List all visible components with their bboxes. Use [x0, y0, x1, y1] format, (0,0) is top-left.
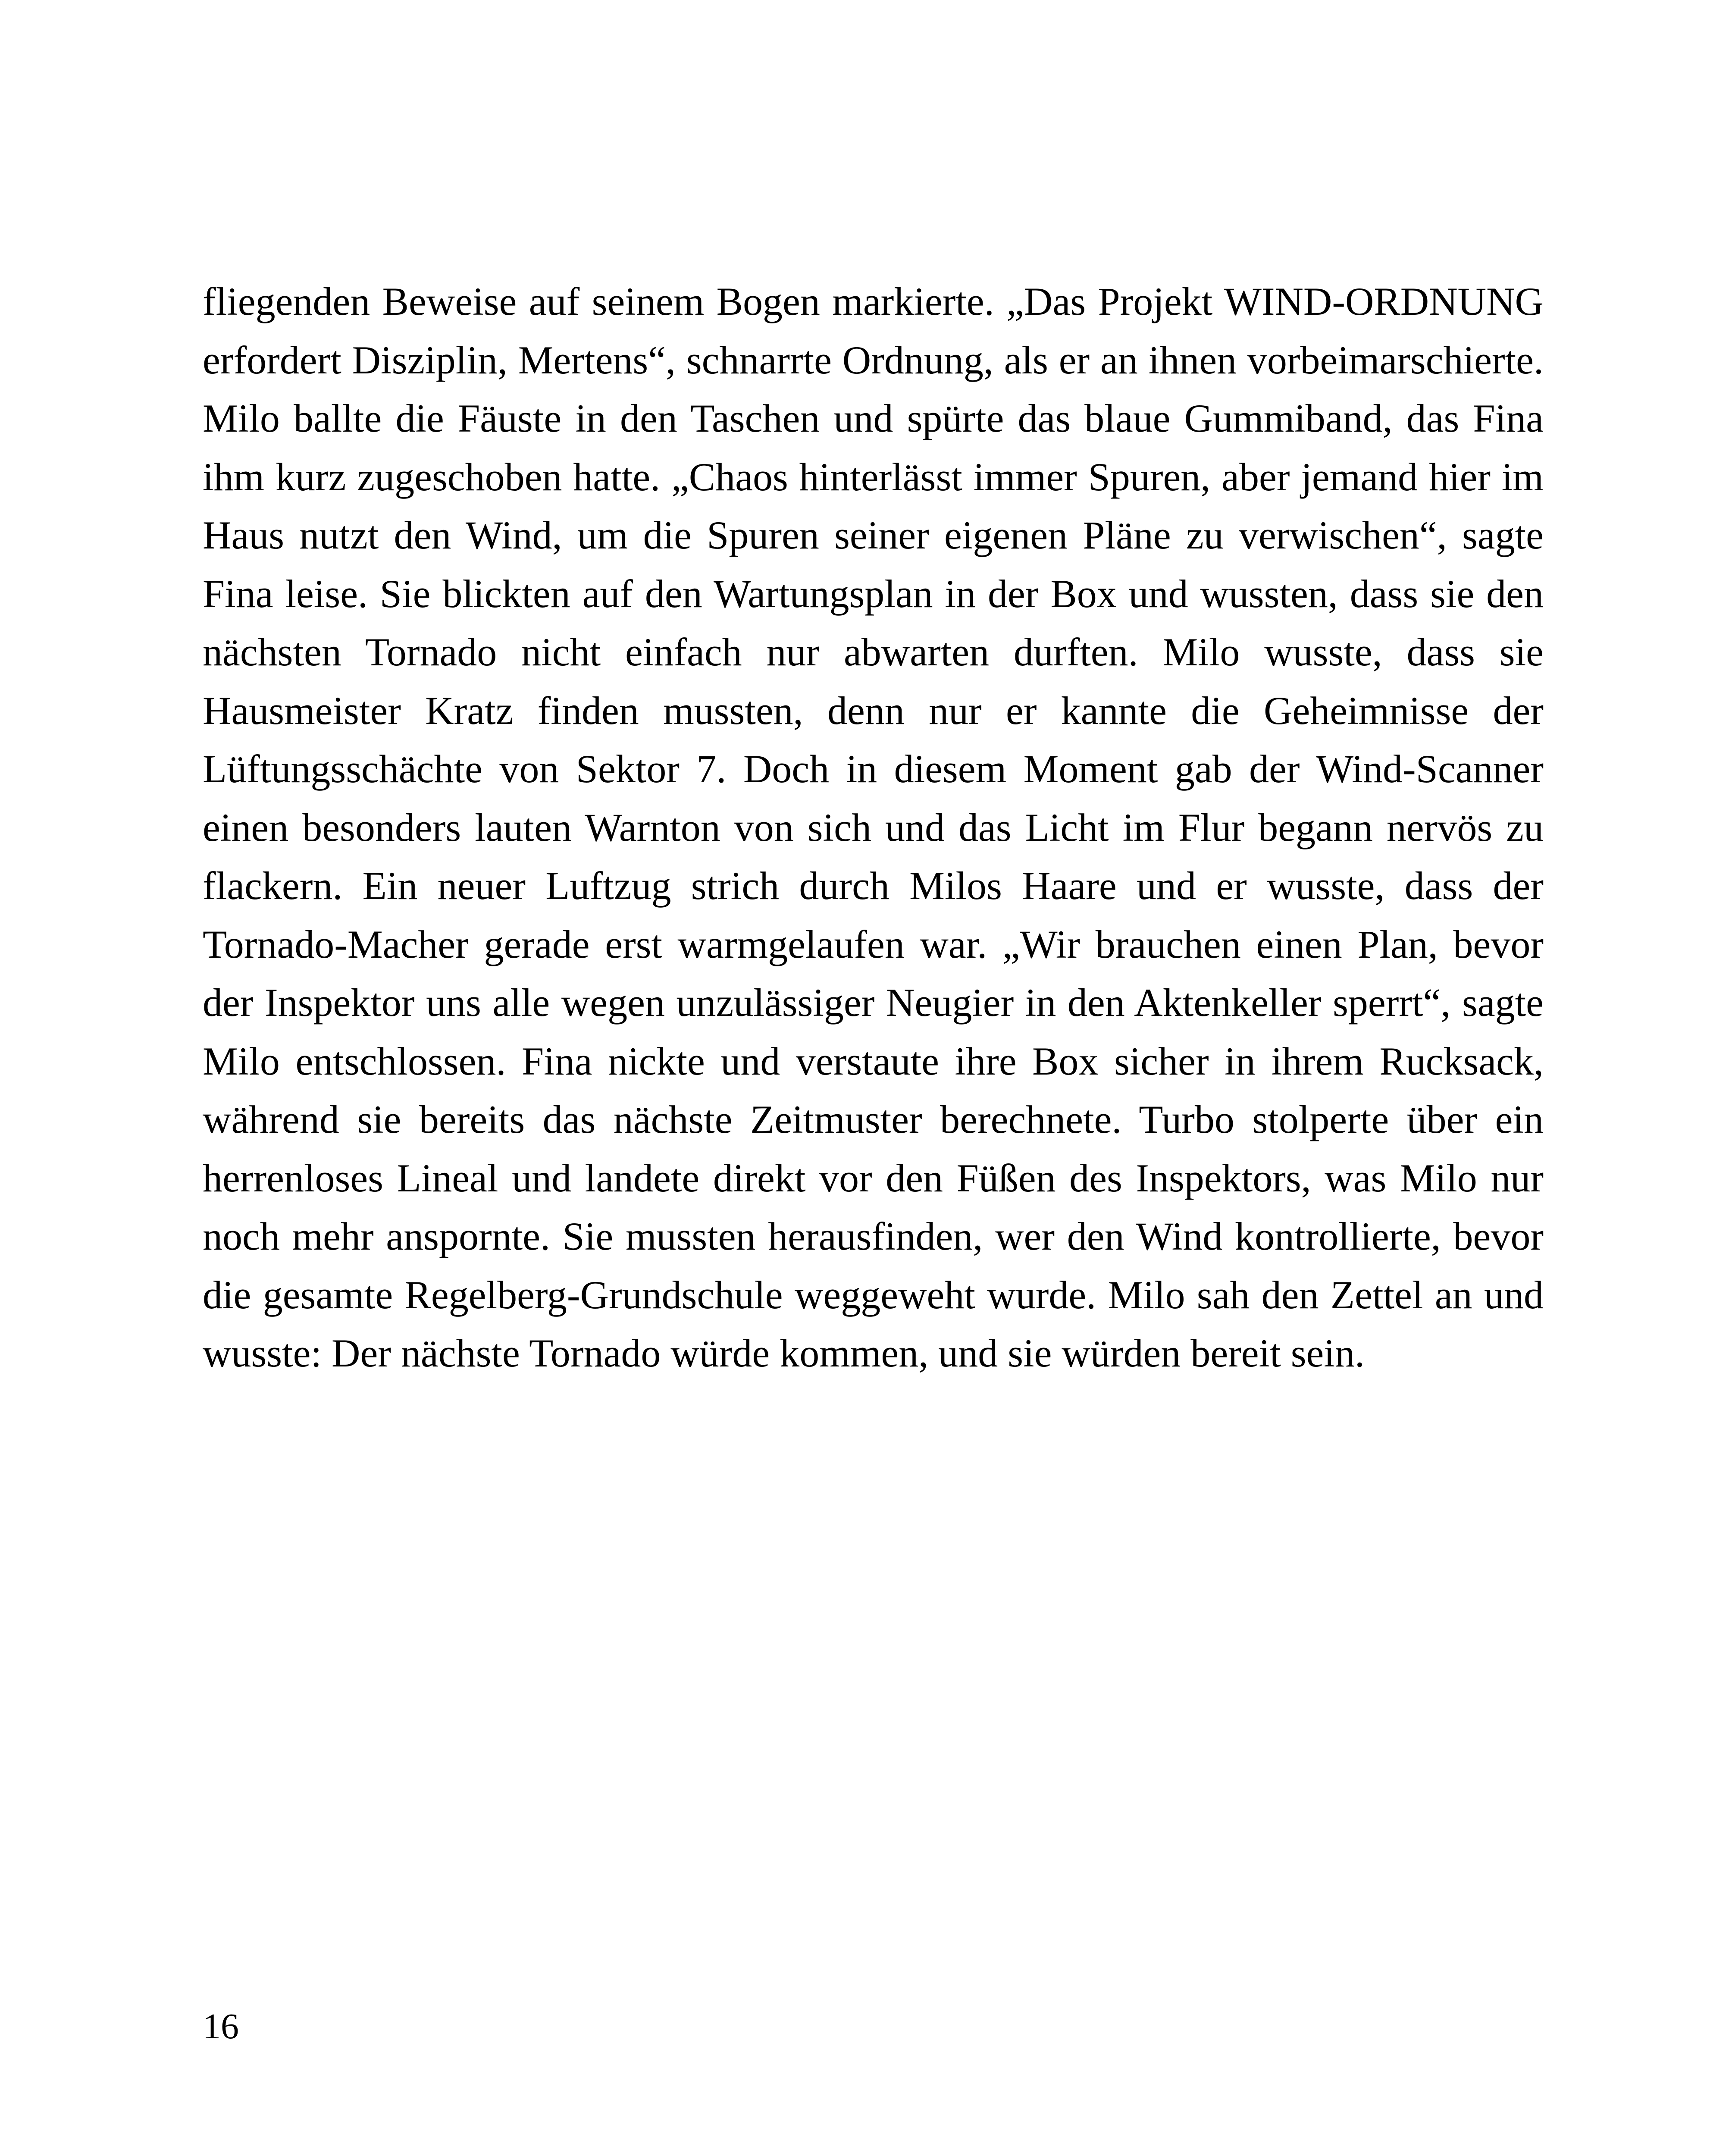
body-paragraph: fliegenden Beweise auf seinem Bogen markierte. „Das Projekt WIND-ORDNUNG erfordert Disziplin, Mertens“, schnarrte Ordnung, als er an ihnen vorbeimarschierte. Milo ballte die Fäuste in den Taschen und spürte das blaue Gummiband, das Fina ihm kurz zugeschoben hatte. „Chaos hinterlässt immer Spuren, aber jemand hier im Haus nutzt den Wind, um die Spuren seiner eigenen Pläne zu verwischen“, sagte Fina leise. Sie blickten auf den Wartungsplan in der Box und wussten, dass sie den nächsten Tornado nicht einfach nur abwarten durften. Milo wusste, dass sie Hausmeister Kratz finden mussten, denn nur er kannte die Geheimnisse der Lüftungsschächte von Sektor 7. Doch in diesem Moment gab der Wind-Scanner einen besonders lauten Warnton von sich und das Licht im Flur begann nervös zu flackern. Ein neuer Luftzug strich durch Milos Haare und er wusste, dass der Tornado-Macher gerade erst warmgelaufen war. „Wir brauchen einen Plan, bevor der Inspektor uns alle wegen unzulässiger Neugier in den Aktenkeller sperrt“, sagte Milo entschlossen. Fina nickte und verstaute ihre Box sicher in ihrem Rucksack, während sie bereits das nächste Zeitmuster berechnete. Turbo stolperte über ein herrenloses Lineal und landete direkt vor den Füßen des Inspektors, was Milo nur noch mehr anspornte. Sie mussten herausfinden, wer den Wind kontrollierte, bevor die gesamte Regelberg-Grundschule weggeweht wurde. Milo sah den Zettel an und wusste: Der nächste Tornado würde kommen, und sie würden bereit sein.	[203, 279, 1544, 1375]
page-number: 16	[203, 2006, 239, 2046]
